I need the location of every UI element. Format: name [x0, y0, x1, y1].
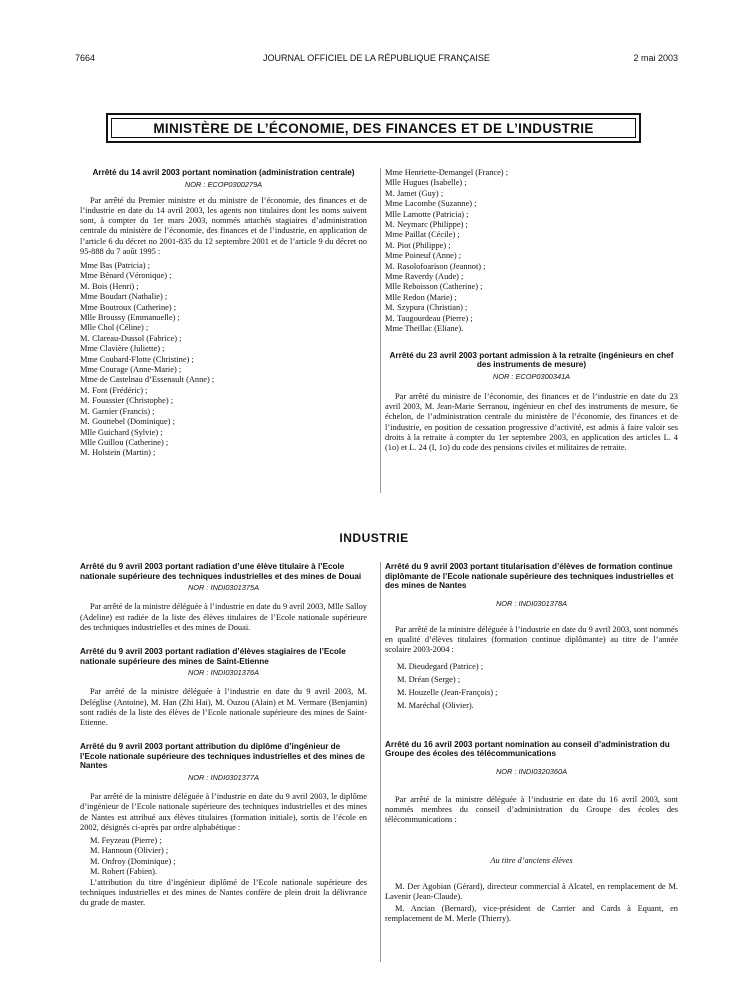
- nor-reference: NOR : INDI0301375A: [187, 583, 260, 593]
- article-body: Par arrêté de la ministre déléguée à l’industrie en date du 9 avril 2003, M. Deléglise (Antoine), M. Han (Zhi Hai), M. Ouzou (Alain) et M. Vermare (Benjamin) sont radiés de la liste des élèves de l’Ecole nationale supérieure des mines de Saint-Etienne.: [80, 687, 367, 727]
- list-item: [80, 271, 367, 281]
- title-abbrev: Mlle: [385, 178, 401, 188]
- appointee-name: Paillat (Cécile) ;: [404, 230, 460, 240]
- appointee-name: Raverdy (Aude) ;: [404, 272, 464, 282]
- appointee-name: Redon (Marie) ;: [402, 292, 457, 302]
- appointee-name: Clareau-Dussol (Fabrice) ;: [92, 333, 182, 343]
- industry-left-column: [80, 562, 367, 908]
- appointee-name: Chol (Céline) ;: [97, 323, 149, 333]
- article-title: Arrêté du 9 avril 2003 portant attribution du diplôme d’ingénieur de l’Ecole nationale supérieure des techniques industrielles et des mines de Nantes: [80, 742, 365, 771]
- article-title: Arrêté du 9 avril 2003 portant titularisation d’élèves de formation continue diplômante de l’Ecole nationale supérieure des techniques industrielles et des mines de Nantes: [385, 562, 674, 591]
- appointee-name: Poineuf (Anne) ;: [404, 251, 462, 261]
- title-abbrev: Mme: [385, 251, 403, 261]
- list-item: [80, 375, 367, 385]
- appointee-name: Rasolofoarison (Jeannot) ;: [397, 261, 486, 271]
- appointee-name: Reboisson (Catherine) ;: [402, 282, 483, 292]
- title-abbrev: Mme: [80, 365, 98, 375]
- nor-reference: NOR : INDI0301377A: [187, 772, 260, 782]
- list-item: [385, 210, 678, 220]
- list-item: M. Onfroy (Dominique) ;: [90, 856, 176, 866]
- nor-reference: NOR : INDI0320360A: [495, 766, 568, 776]
- list-item: M. Robert (Fabien).: [90, 867, 157, 877]
- appointee-name: Hugues (Isabelle) ;: [402, 178, 467, 188]
- list-item: M. Feyzeau (Pierre) ;: [90, 836, 162, 845]
- title-abbrev: Mme: [385, 230, 403, 240]
- list-item: [80, 334, 367, 344]
- appointee-name: Neymarc (Philippe) ;: [397, 220, 468, 230]
- list-item: [80, 355, 367, 365]
- title-abbrev: M.: [385, 313, 395, 323]
- article-radiation-saint-etienne: [80, 647, 367, 728]
- list-item: [80, 448, 367, 458]
- appointee-name: Taugourdeau (Pierre) ;: [396, 313, 473, 323]
- running-header: [75, 53, 678, 67]
- title-abbrev: M.: [80, 281, 90, 291]
- nor-reference: NOR : ECOP0300279A: [184, 179, 263, 189]
- title-abbrev: Mlle: [80, 313, 96, 323]
- list-item: [80, 386, 367, 396]
- subheading: Au titre d’anciens élèves: [490, 855, 573, 865]
- list-item: [385, 189, 678, 199]
- appointee-name: Boutroux (Catherine) ;: [99, 302, 177, 312]
- appointee-name: Lamotte (Patricia) ;: [402, 209, 469, 219]
- title-abbrev: Mlle: [385, 282, 401, 292]
- appointee-name: Fouassier (Christophe) ;: [92, 396, 174, 406]
- appointee-name: Bénard (Véronique) ;: [99, 271, 172, 281]
- article-body: Par arrêté de la ministre déléguée à l’industrie en date du 9 avril 2003, le diplôme d’ingénieur de l’Ecole nationale supérieure des techniques industrielles et des mines de Nantes est attribué aux élèves titulaires (formation initiale), sortis de l’école en 2002, désignés ci-après par ordre alphabétique :: [80, 792, 367, 832]
- appointee-name: Guillou (Catherine) ;: [97, 437, 169, 447]
- title-abbrev: Mlle: [385, 209, 401, 219]
- list-item: [385, 303, 678, 313]
- list-item: [80, 365, 367, 375]
- title-abbrev: Mme: [80, 271, 98, 281]
- appointee-name: Bois (Henri) ;: [92, 281, 139, 291]
- list-item: [80, 261, 367, 271]
- list-item: M. Houzelle (Jean-François) ;: [397, 687, 498, 697]
- list-item: [385, 314, 678, 324]
- nor-reference: NOR : INDI0301376A: [187, 668, 260, 678]
- title-abbrev: M.: [80, 333, 90, 343]
- column-divider: [380, 168, 381, 493]
- title-abbrev: Mme: [80, 375, 98, 385]
- list-item: [385, 262, 678, 272]
- list-item: [385, 199, 678, 209]
- appointee-name: Theillac (Eliane).: [404, 324, 464, 334]
- list-item: M. Dieudegard (Patrice) ;: [397, 661, 484, 671]
- appointee-name: Holstein (Martin) ;: [92, 448, 156, 458]
- list-item: [80, 303, 367, 313]
- title-abbrev: M.: [80, 448, 90, 458]
- article-retirement: [385, 351, 678, 454]
- article-nomination: [80, 168, 367, 459]
- title-abbrev: M.: [80, 417, 90, 427]
- article-diploma-nantes: [80, 742, 367, 908]
- appointee-name: Coubard-Flotte (Christine) ;: [99, 354, 194, 364]
- list-item: [80, 417, 367, 427]
- title-abbrev: Mme: [385, 199, 403, 209]
- list-item: [385, 272, 678, 282]
- article-titularisation-nantes: [385, 562, 678, 712]
- appointee-name: Gouttebel (Dominique) ;: [92, 417, 175, 427]
- title-abbrev: M.: [80, 406, 90, 416]
- list-item: [80, 292, 367, 302]
- list-item: [385, 220, 678, 230]
- article-body: Par arrêté du ministre de l’économie, des finances et de l’industrie en date du 23 avril 2003, M. Jean-Marie Serranou, ingénieur en chef des instruments de mesure, 6e échelon, de l’administration centrale du ministère de l’économie, des finances et de l’industrie, en position de cessation progressive d’activité, est admis à faire valoir ses droits à la retraite à compter du 1er septembre 2003, en application des articles L. 4 (1o) et L. 24 (I, 1o) du code des pensions civiles et militaires de retraite.: [385, 391, 678, 452]
- article-title: Arrêté du 9 avril 2003 portant radiation d’une élève titulaire à l’Ecole nationale supérieure des techniques industrielles et des mines de Douai: [80, 562, 362, 581]
- list-item: [385, 251, 678, 261]
- list-item: [385, 324, 678, 334]
- title-abbrev: Mlle: [385, 292, 401, 302]
- nor-reference: NOR : INDI0301378A: [495, 598, 568, 608]
- article-paragraph: M. Ancian (Bernard), vice-président de Carrier and Cards à Equant, en remplacement de M. Merle (Thierry).: [385, 904, 678, 924]
- appointee-name: Font (Frédéric) ;: [92, 385, 148, 395]
- title-abbrev: Mme: [385, 324, 403, 334]
- journal-title: JOURNAL OFFICIEL DE LA RÉPUBLIQUE FRANÇAISE: [263, 53, 490, 63]
- industry-right-column: [385, 562, 678, 925]
- column-divider: [380, 562, 381, 962]
- list-item: [385, 293, 678, 303]
- list-item: [385, 168, 678, 178]
- title-abbrev: Mme: [80, 354, 98, 364]
- list-item: [80, 344, 367, 354]
- appointee-name: de Castelnau d’Essenault (Anne) ;: [99, 375, 215, 385]
- title-abbrev: Mme: [80, 292, 98, 302]
- article-body: Par arrêté de la ministre déléguée à l’industrie en date du 9 avril 2003, sont nommés en qualité d’élèves titulaires (formation continue diplômante) au titre de l’année scolaire 2003-2004 :: [385, 624, 678, 655]
- title-abbrev: M.: [385, 220, 395, 230]
- appointee-name: Bas (Patricia) ;: [99, 261, 151, 271]
- list-item: [80, 407, 367, 417]
- appointee-name: Piot (Philippe) ;: [397, 240, 451, 250]
- appointee-name: Henriette-Demangel (France) ;: [404, 168, 509, 177]
- ministry-title: MINISTÈRE DE L’ÉCONOMIE, DES FINANCES ET DE L’INDUSTRIE: [153, 120, 594, 136]
- article-title: Arrêté du 16 avril 2003 portant nomination au conseil d’administration du Groupe des écoles des télécommunications: [385, 739, 670, 759]
- appointee-list: [80, 261, 367, 459]
- article-title: Arrêté du 23 avril 2003 portant admission à la retraite (ingénieurs en chef des instruments de mesure): [389, 350, 674, 370]
- list-item: [80, 313, 367, 323]
- article-title: Arrêté du 14 avril 2003 portant nomination (administration centrale): [92, 168, 355, 177]
- list-item: [80, 396, 367, 406]
- list-item: M. Maréchal (Olivier).: [397, 700, 474, 710]
- title-abbrev: Mlle: [80, 437, 96, 447]
- title-abbrev: Mlle: [80, 427, 96, 437]
- list-item: [80, 282, 367, 292]
- graduate-list: [80, 836, 367, 878]
- appointee-name: Clavière (Juliette) ;: [99, 344, 165, 354]
- list-item: [80, 428, 367, 438]
- title-abbrev: M.: [80, 396, 90, 406]
- appointee-name: Szypura (Christian) ;: [397, 303, 468, 313]
- appointee-name: Broussy (Emmanuelle) ;: [97, 313, 180, 323]
- student-list: [385, 660, 678, 712]
- appointee-name: Jamet (Guy) ;: [397, 188, 444, 198]
- section-heading: INDUSTRIE: [339, 531, 409, 545]
- article-title: Arrêté du 9 avril 2003 portant radiation d’élèves stagiaires de l’Ecole nationale supérieure des mines de Saint-Etienne: [80, 647, 346, 666]
- title-abbrev: M.: [385, 240, 395, 250]
- title-abbrev: M.: [385, 303, 395, 313]
- title-abbrev: Mme: [385, 272, 403, 282]
- title-abbrev: M.: [385, 188, 395, 198]
- article-body: Par arrêté de la ministre déléguée à l’industrie en date du 9 avril 2003, Mlle Salloy (Adeline) est radiée de la liste des élèves titulaires de l’Ecole nationale supérieure des techniques industrielles et des mines de Douai.: [80, 602, 367, 632]
- title-abbrev: Mme: [80, 302, 98, 312]
- list-item: [80, 438, 367, 448]
- article-paragraph: M. Der Agobian (Gérard), directeur commercial à Alcatel, en remplacement de M. Lavenir (Jean-Claude).: [385, 881, 678, 901]
- list-item: [385, 282, 678, 292]
- title-abbrev: Mme: [385, 168, 403, 177]
- list-item: M. Dréan (Serge) ;: [397, 674, 461, 684]
- title-abbrev: Mlle: [80, 323, 96, 333]
- list-item: [80, 323, 367, 333]
- appointee-name: Boudart (Nathalie) ;: [99, 292, 168, 302]
- appointee-name: Guichard (Sylvie) ;: [97, 427, 163, 437]
- page-number: 7664: [75, 53, 96, 63]
- appointee-list: [385, 168, 678, 335]
- nor-reference: NOR : ECOP0300341A: [492, 371, 571, 381]
- list-item: [385, 178, 678, 188]
- article-body: Par arrêté de la ministre déléguée à l’industrie en date du 16 avril 2003, sont nommés membres du conseil d’administration du Groupe des écoles des télécommunications :: [385, 794, 678, 825]
- title-abbrev: M.: [385, 261, 395, 271]
- appointee-name: Lacombe (Suzanne) ;: [404, 199, 477, 209]
- title-abbrev: Mme: [80, 344, 98, 354]
- article-radiation-douai: [80, 562, 367, 633]
- article-body: Par arrêté du Premier ministre et du ministre de l’économie, des finances et de l’industrie en date du 14 avril 2003, les agents non titulaires dont les noms suivent sont, à compter du 1er mars 2003, nommés attachés stagiaires d’administration centrale du ministère de l’économie, des finances et de l’industrie, en application de l’article 6 du décret no 2001-835 du 12 septembre 2001 et de l’article 9 du décret no 95-888 du 7 août 1995 :: [80, 195, 367, 256]
- article-board-nomination: [385, 740, 678, 925]
- appointee-name: Courage (Anne-Marie) ;: [99, 365, 182, 375]
- title-abbrev: Mme: [80, 261, 98, 271]
- issue-date: 2 mai 2003: [633, 53, 678, 63]
- appointee-list-continued: [385, 168, 678, 453]
- appointee-name: Garnier (Francis) ;: [92, 406, 155, 416]
- list-item: [385, 241, 678, 251]
- list-item: M. Hannoun (Olivier) ;: [90, 846, 169, 856]
- title-abbrev: M.: [80, 385, 90, 395]
- article-closing: L’attribution du titre d’ingénieur diplômé de l’Ecole nationale supérieure des techniques industrielles et des mines de Nantes confère de plein droit la délivrance du grade de master.: [80, 877, 367, 908]
- ministry-heading: [106, 113, 641, 143]
- list-item: [385, 230, 678, 240]
